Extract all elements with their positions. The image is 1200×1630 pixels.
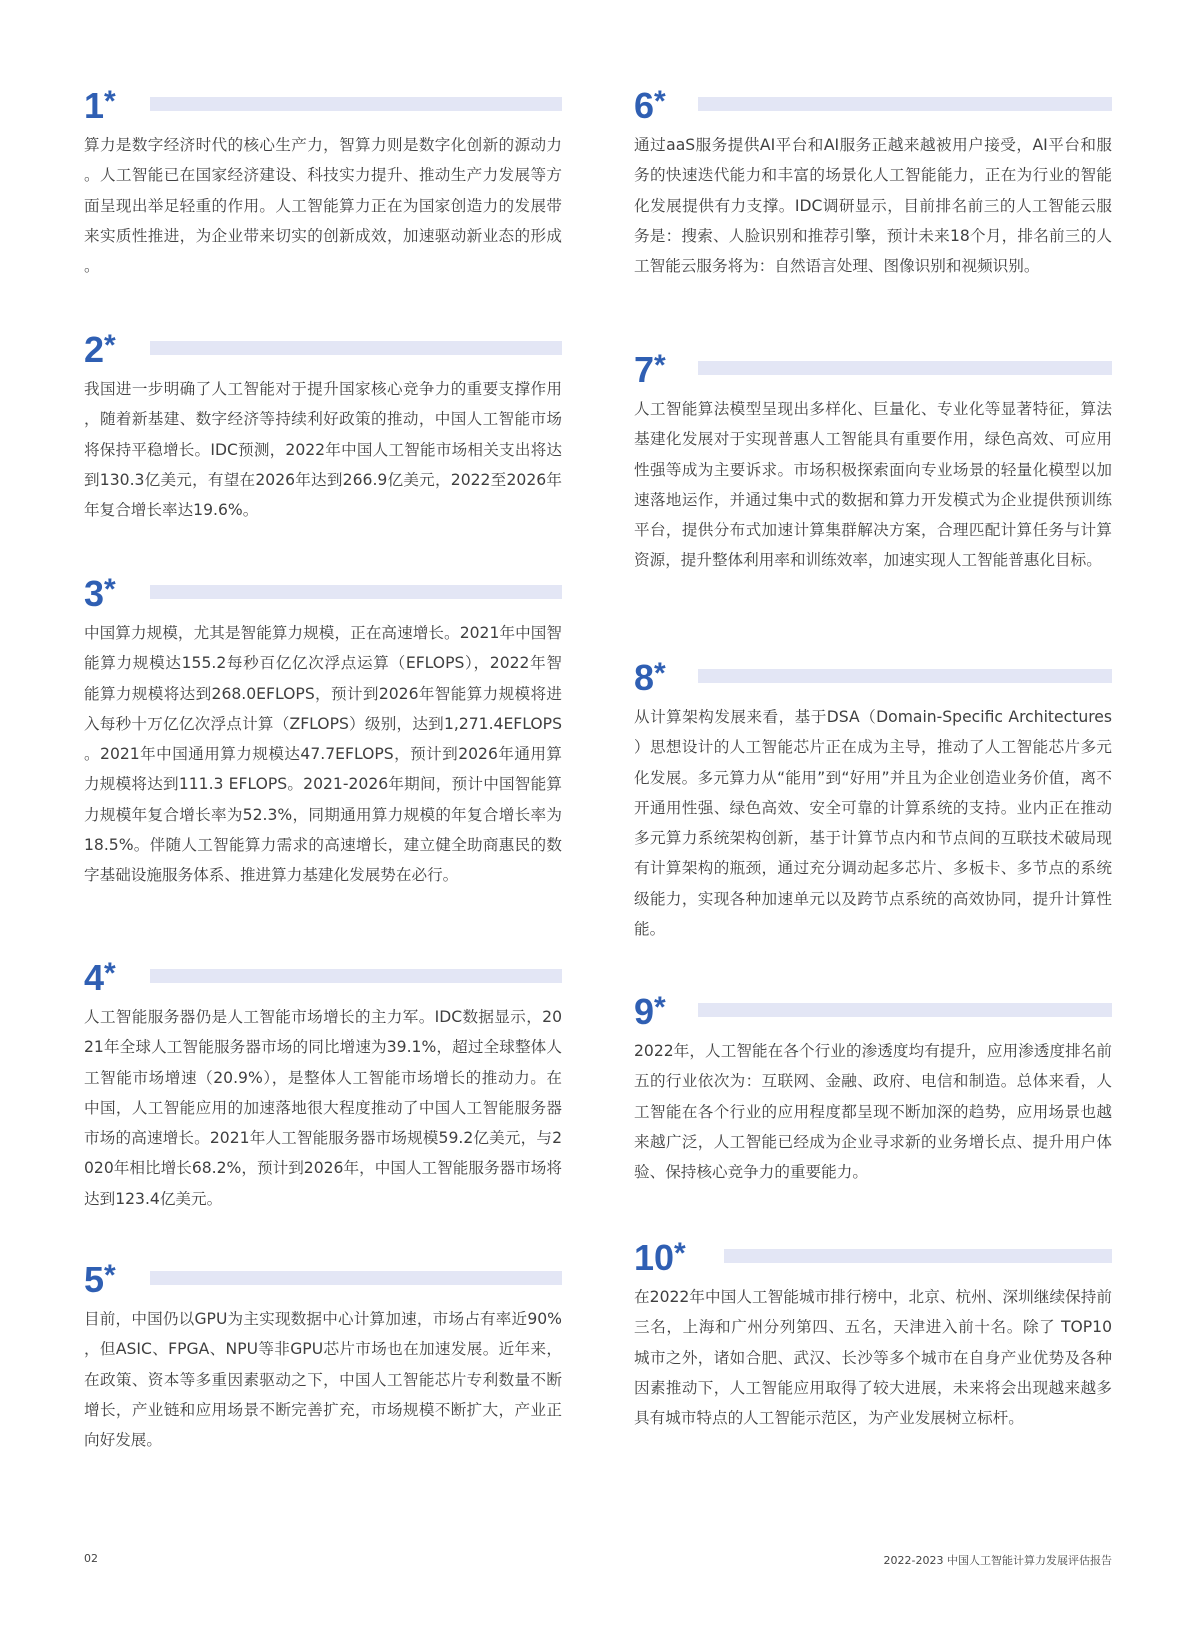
finding-number: 5*	[84, 1259, 116, 1300]
finding-text: 2022年，人工智能在各个行业的渗透度均有提升，应用渗透度排名前五的行业依次为：互联网、金融、政府、电信和制造。总体来看，人工智能在各个行业的应用程度都呈现不断加深的趋势，应用场景也越来越广泛，人工智能已经成为企业寻求新的业务增长点、提升用户体验、保持核心竞争力的重要能力。	[634, 1042, 1112, 1182]
header-rule	[150, 97, 562, 111]
finding-4	[84, 956, 562, 1214]
asterisk: *	[654, 85, 666, 118]
finding-text: 目前，中国仍以GPU为主实现数据中心计算加速，市场占有率近90%，但ASIC、FPGA、NPU等非GPU芯片市场也在加速发展。近年来，在政策、资本等多重因素驱动之下，中国人工智能芯片专利数量不断增长，产业链和应用场景不断完善扩充，市场规模不断扩大，产业正向好发展。	[84, 1310, 562, 1450]
asterisk: *	[104, 1259, 116, 1292]
finding-10	[634, 1236, 1112, 1433]
finding-text: 中国算力规模，尤其是智能算力规模，正在高速增长。2021年中国智能算力规模达155.2每秒百亿亿次浮点运算（EFLOPS），2022年智能算力规模将达到268.0EFLOPS，预计到2026年智能算力规模将进入每秒十万亿亿次浮点计算（ZFLOPS）级别，达到1,271.4EFLOPS。2021年中国通用算力规模达47.7EFLOPS，预计到2026年通用算力规模将达到111.3 EFLOPS。2021-2026年期间，预计中国智能算力规模年复合增长率为52.3%，同期通用算力规模的年复合增长率为18.5%。伴随人工智能算力需求的高速增长，建立健全助商惠民的数字基础设施服务体系、推进算力基建化发展势在必行。	[84, 624, 562, 885]
page-number: 02	[84, 1552, 98, 1565]
finding-text: 人工智能服务器仍是人工智能市场增长的主力军。IDC数据显示，2021年全球人工智能服务器市场的同比增速为39.1%，超过全球整体人工智能市场增速（20.9%），是整体人工智能市场增长的推动力。在中国，人工智能应用的加速落地很大程度推动了中国人工智能服务器市场的高速增长。2021年人工智能服务器市场规模59.2亿美元，与2020年相比增长68.2%，预计到2026年，中国人工智能服务器市场将达到123.4亿美元。	[84, 1008, 562, 1208]
header-rule	[150, 341, 562, 355]
finding-text: 通过aaS服务提供AI平台和AI服务正越来越被用户接受，AI平台和服务的快速迭代能力和丰富的场景化人工智能能力，正在为行业的智能化发展提供有力支撑。IDC调研显示，目前排名前三的人工智能云服务是：搜索、人脸识别和推荐引擎，预计未来18个月，排名前三的人工智能云服务将为：自然语言处理、图像识别和视频识别。	[634, 136, 1112, 276]
finding-text: 我国进一步明确了人工智能对于提升国家核心竞争力的重要支撑作用，随着新基建、数字经济等持续利好政策的推动，中国人工智能市场将保持平稳增长。IDC预测，2022年中国人工智能市场相关支出将达到130.3亿美元，有望在2026年达到266.9亿美元，2022至2026年年复合增长率达19.6%。	[84, 380, 562, 520]
finding-number: 6*	[634, 85, 666, 126]
finding-3	[84, 572, 562, 891]
asterisk: *	[104, 329, 116, 362]
asterisk: *	[104, 957, 116, 990]
finding-text: 人工智能算法模型呈现出多样化、巨量化、专业化等显著特征，算法基建化发展对于实现普惠人工智能具有重要作用，绿色高效、可应用性强等成为主要诉求。市场积极探索面向专业场景的轻量化模型以加速落地运作，并通过集中式的数据和算力开发模式为企业提供预训练平台，提供分布式加速计算集群解决方案，合理匹配计算任务与计算资源，提升整体利用率和训练效率，加速实现人工智能普惠化目标。	[634, 400, 1112, 570]
finding-number: 7*	[634, 349, 666, 390]
finding-5	[84, 1258, 562, 1455]
finding-number: 4*	[84, 957, 116, 998]
asterisk: *	[654, 657, 666, 690]
header-rule	[150, 1271, 562, 1285]
header-rule	[150, 969, 562, 983]
finding-number: 8*	[634, 657, 666, 698]
asterisk: *	[654, 349, 666, 382]
report-title: 2022-2023 中国人工智能计算力发展评估报告	[883, 1554, 1112, 1567]
finding-6	[634, 84, 1112, 281]
finding-number: 9*	[634, 991, 666, 1032]
asterisk: *	[104, 85, 116, 118]
finding-text: 从计算架构发展来看，基于DSA（Domain-Specific Architectures）思想设计的人工智能芯片正在成为主导，推动了人工智能芯片多元化发展。多元算力从“能用”到“好用”并且为企业创造业务价值，离不开通用性强、绿色高效、安全可靠的计算系统的支持。业内正在推动多元算力系统架构创新，基于计算节点内和节点间的互联技术破局现有计算架构的瓶颈，通过充分调动起多芯片、多板卡、多节点的系统级能力，实现各种加速单元以及跨节点系统的高效协同，提升计算性能。	[634, 708, 1112, 939]
header-rule	[698, 97, 1112, 111]
asterisk: *	[674, 1237, 686, 1270]
header-rule	[724, 1249, 1112, 1263]
finding-1	[84, 84, 562, 281]
finding-text: 算力是数字经济时代的核心生产力，智算力则是数字化创新的源动力。人工智能已在国家经济建设、科技实力提升、推动生产力发展等方面呈现出举足轻重的作用。人工智能算力正在为国家创造力的发展带来实质性推进，为企业带来切实的创新成效，加速驱动新业态的形成。	[84, 136, 562, 276]
asterisk: *	[654, 991, 666, 1024]
finding-9	[634, 990, 1112, 1187]
finding-8	[634, 656, 1112, 944]
asterisk: *	[104, 573, 116, 606]
finding-number: 2*	[84, 329, 116, 370]
header-rule	[150, 585, 562, 599]
header-rule	[698, 361, 1112, 375]
finding-number: 10*	[634, 1237, 686, 1278]
finding-number: 1*	[84, 85, 116, 126]
finding-2	[84, 328, 562, 525]
finding-text: 在2022年中国人工智能城市排行榜中，北京、杭州、深圳继续保持前三名，上海和广州分列第四、五名，天津进入前十名。除了 TOP10 城市之外，诸如合肥、武汉、长沙等多个城市在自身产业优势及各种因素推动下，人工智能应用取得了较大进展，未来将会出现越来越多具有城市特点的人工智能示范区，为产业发展树立标杆。	[634, 1288, 1112, 1428]
finding-7	[634, 348, 1112, 576]
header-rule	[698, 669, 1112, 683]
finding-number: 3*	[84, 573, 116, 614]
header-rule	[698, 1003, 1112, 1017]
